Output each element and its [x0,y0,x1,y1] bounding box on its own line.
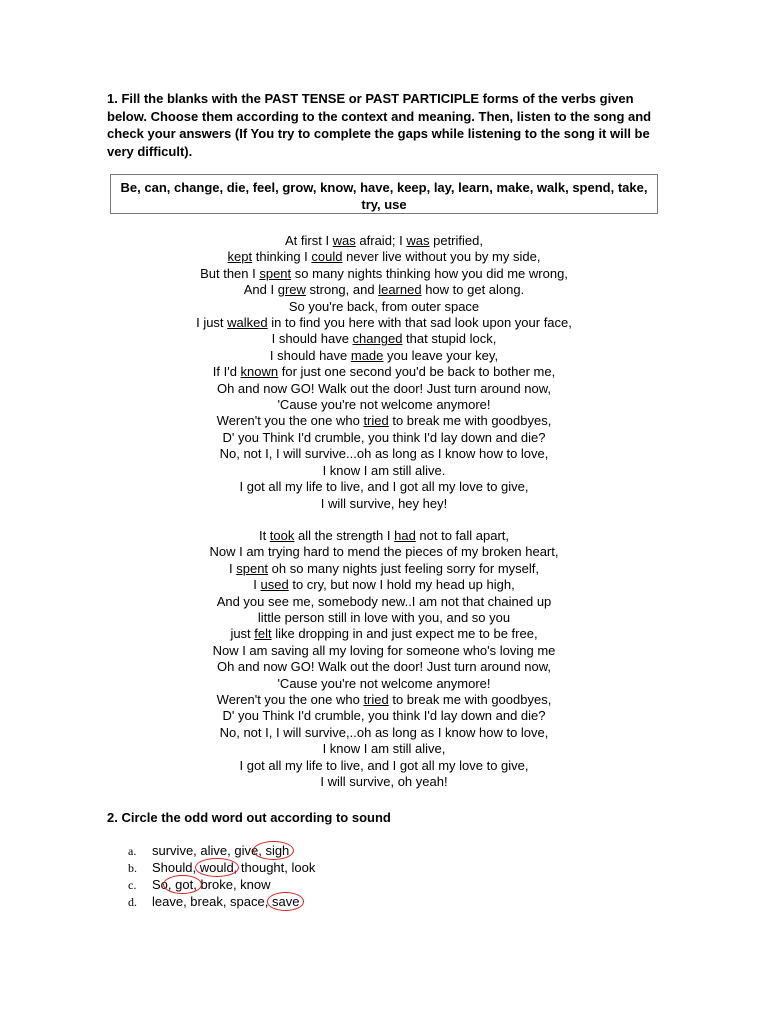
lyric-line: It took all the strength I had not to fall apart, [258,528,510,543]
lyric-line: 'Cause you're not welcome anymore! [277,675,491,691]
lyric-line: So you're back, from outer space [288,298,480,314]
lyric-line: No, not I, I will survive...oh as long as I know how to love, [219,446,549,462]
lyric-line: 'Cause you're not welcome anymore! [277,397,491,413]
filled-blank-word: took [269,528,295,543]
option-item: a. survive, alive, give, sigh [128,843,290,858]
option-item: d. leave, break, space, save [128,894,300,909]
lyric-line: Weren't you the one who tried to break me with goodbyes, [216,692,552,708]
filled-blank-word: was [332,233,356,248]
exercise-2-heading: 2. Circle the odd word out according to sound [107,810,391,825]
lyrics-stanza-1 [104,233,664,512]
filled-blank-word: learned [378,282,422,298]
lyric-line: And I grew strong, and learned how to get along. [243,282,525,298]
filled-blank-word: could [311,249,343,265]
filled-blank-word: tried [363,413,389,429]
filled-blank-word: changed [352,331,403,347]
verb-list-box: Be, can, change, die, feel, grow, know, have, keep, lay, learn, make, walk, spend, take, try, use [110,174,658,214]
filled-blank-word: made [350,347,384,363]
lyric-line: I should have changed that stupid lock, [271,331,497,347]
option-letter: a. [128,844,137,858]
lyric-line: I spent oh so many nights just feeling sorry for myself, [229,560,539,576]
lyric-line: If I'd known for just one second you'd be back to bother me, [212,364,556,380]
filled-blank-word: grew [277,282,306,298]
filled-blank-word: used [260,577,289,593]
lyric-line: just felt like dropping in and just expect me to be free, [230,626,538,642]
lyric-line: I got all my life to live, and I got all my love to give, [239,757,529,773]
option-letter: c. [128,878,137,892]
filled-blank-word: spent [236,560,269,576]
lyric-line: kept thinking I could never live without you by my side, [227,249,541,265]
circled-answer: save [271,894,300,909]
filled-blank-word: walked [227,315,268,331]
lyric-line: I used to cry, but now I hold my head up high, [253,577,515,593]
lyric-line: I just walked in to find you here with that sad look upon your face, [196,315,572,331]
lyric-line: I know I am still alive, [322,741,446,757]
lyric-line: I will survive, oh yeah! [320,774,448,790]
lyric-line: D' you Think I'd crumble, you think I'd lay down and die? [222,708,546,724]
option-letter: b. [128,861,137,875]
filled-blank-word: tried [363,692,389,708]
option-item: b. Should, would, thought, look [128,860,316,875]
lyric-line: No, not I, I will survive,..oh as long as I know how to love, [219,724,549,740]
exercise-1-instruction: 1. Fill the blanks with the PAST TENSE or PAST PARTICIPLE forms of the verbs given below. Choose them according to the context and meaning. Then, listen to the song and check your answers (If You try to complete the gaps while listening to the song it will be very difficult). [107,91,652,159]
lyric-line: I got all my life to live, and I got all my love to give, [239,479,529,495]
option-item: c. So, got, broke, know [128,877,271,892]
lyric-line: Oh and now GO! Walk out the door! Just turn around now, [216,380,552,396]
filled-blank-word: spent [259,265,292,281]
circled-answer: , got, [167,877,197,892]
lyrics-stanza-2 [104,528,664,791]
lyric-line: Now I am saving all my loving for someone who's loving me [212,642,556,658]
lyric-line: And you see me, somebody new..I am not that chained up [216,593,552,609]
filled-blank-word: kept [227,249,253,265]
filled-blank-word: known [240,364,279,380]
lyric-line: Oh and now GO! Walk out the door! Just turn around now, [216,659,552,675]
exercise-2-options [128,842,315,910]
lyric-line: I know I am still alive. [322,462,446,478]
filled-blank-word: had [394,528,416,543]
lyric-line: Weren't you the one who tried to break me with goodbyes, [216,413,552,429]
lyric-line: I should have made you leave your key, [269,347,499,363]
circled-answer: would [199,860,234,875]
lyric-line: little person still in love with you, and so you [257,610,511,626]
option-letter: d. [128,895,137,909]
lyric-line: At first I was afraid; I was petrified, [285,233,483,248]
circled-answer: , sigh [258,843,290,858]
filled-blank-word: felt [254,626,272,642]
lyric-line: But then I spent so many nights thinking how you did me wrong, [200,265,568,281]
lyric-line: Now I am trying hard to mend the pieces of my broken heart, [209,544,559,560]
filled-blank-word: was [406,233,430,248]
lyric-line: I will survive, hey hey! [320,495,448,511]
lyric-line: D' you Think I'd crumble, you think I'd lay down and die? [222,429,546,445]
